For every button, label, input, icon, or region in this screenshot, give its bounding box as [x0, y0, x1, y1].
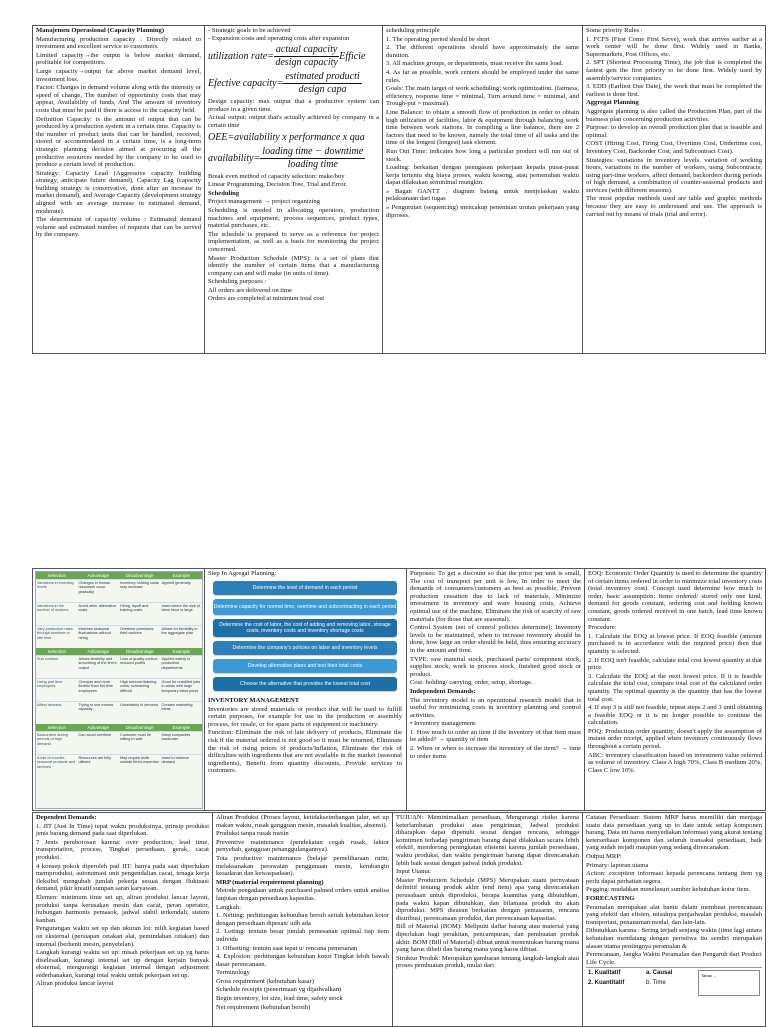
effective-capacity-equation: Efective capacity= $\frac{\text{estimated producti}}{\text{design capa}}$: [208, 71, 360, 96]
page1-col1-p3: Large capacity→output far above market demand level, investment loss.: [36, 67, 201, 83]
page3-col2-p12: Gross requirement (kebutuhan kasar): [216, 977, 314, 985]
page1-col2-b8: All orders are delivered on time: [208, 286, 293, 294]
page1-col1-p1: Manufacturing production capacity : Directly related to investment and excellent service to customers.: [36, 35, 201, 51]
strategy-table-header: Selection Advantage Disadvantage Example: [36, 724, 202, 731]
page3-table: [32, 812, 766, 1027]
page3-col3-p0: TUJUAN: Meminimalkan persediaan, Mengurangi risiko karena keterlambatan produksi atau pengiriman, Jadwal produksi diharapkan dapat dipenuhi sesuai dengan rencana, sehingga komitmen terhadap pengiriman barang dapat dilakukan secara lebih efektif, mendorong peningkatan efisiensi karena jumlah persediaan, waktu produksi, dan waktu pengiriman barang dapat direncanakan lebih baik sesuai dengan jadwal induk produksi.: [396, 814, 579, 867]
table-row: Variations in the number of workers Avoid other alternative costs Hiring, layoff and training costs Used where the size of labor force is large: [36, 602, 202, 625]
page3-col2: [213, 813, 393, 1027]
step-1: Determine the level of demand in each period: [213, 581, 397, 595]
page2-col2: [205, 569, 407, 811]
page3-col1-p0: Dependent Demands:: [36, 814, 97, 821]
page1-col3-p5: Goals: The main target of work scheduling: work optimization. (fairness, efficiency, response time = minimal, Turn around time = minimal, and Trough-put = maximal).: [386, 85, 579, 108]
lifecycle-label-4: b. Time: [646, 980, 666, 987]
page1-col2: [205, 26, 383, 354]
page1-col1-p6: Strategy: Capacity Lead (Aggressive capacity building strategy, anticipate future demand), Capacity Lag (capacity building strategy is conservative, done after an increase in market demand), and Average Capacity (development strategy aligned with an average increase in estimated demand, moderate).: [36, 169, 201, 215]
table-row: Vary production rates through overtime or idle time Matches seasonal fluctuations without hiring Overtime premiums; tired workers Allows for flexibility in the aggregate plan: [36, 625, 202, 648]
page3-col4-p2: Primary: laporan utama: [586, 861, 649, 869]
page2-col3-p4: Independent Demands:: [410, 687, 476, 695]
page3-col1-p6: Langkah kurangi waktu set up: misah pekerjaan set up yg harus diselesaikan, kurangi internal set up dengan kerjain banyak eksternal, mengurangi kegiatan internal dengan adjustment sederhanakan, kurangi total waktu untuk pekerjaan set up.: [36, 949, 209, 979]
page1-col4-p7: COST (Hiring Cost, Firing Cost, Overtime Cost, Undertime cost, Inventory Cost, Backorder Cost, and Subcontract Cost).: [586, 140, 762, 155]
step-3: Determine the cost of labor, the cost of adding and removing labor, storage costs, inventory costs and inventory shortage costs: [213, 619, 397, 637]
table-row: Sub contract Allows flexibility and smoothing of the firm's output Loss of quality control; reduced profits Applied mainly in production departments: [36, 655, 202, 678]
strategy-table-header: Selection Advantage Disadvantage Example: [36, 648, 202, 655]
step-2: Determine capacity for normal time, overtime and subcontracting in each period: [213, 599, 397, 615]
page2-col3-p7: 1. How much to order an item if the inventory of that item must be added? → quantity of item: [410, 728, 581, 744]
availability-equation: availability= $\frac{\text{loading time − downtime}}{\text{loading time}}$: [208, 145, 364, 170]
lifecycle-label-2: 2. Kuantitatif: [588, 980, 625, 987]
page2-col1: [33, 569, 205, 811]
inventory-management-title: INVENTORY MANAGEMENT: [208, 697, 300, 704]
page3-col3-p1: Input Utama:: [396, 868, 431, 876]
page2-col3-p6: • Inventory management:: [410, 720, 477, 728]
step-4: Determine the company's policies on labor and inventory levels: [213, 641, 397, 655]
page1-col3-p2: 2. The different operations should have approximately the same duration.: [386, 44, 579, 59]
table-row: Affect demand Trying to use excess capacity Uncertainty in demand Creates marketing ideas: [36, 701, 202, 724]
page2-col3: [407, 569, 585, 811]
page3-col2-p7: 1. Netting: perhitungan kebutuhan bersih setiah kebutuhan kotor dengan persediaan dipesan/ udh ada: [216, 912, 389, 927]
page1-table: [32, 25, 766, 354]
lifecycle-label-5: Tahap ...: [701, 973, 717, 979]
page3-col2-p14: Begin inventory, lot size, lead time, safety stock: [216, 995, 343, 1003]
step-6: Choose the alternative that provides the lowest total cost: [213, 677, 397, 691]
page3-col4-p7: Dibutuhkan karena : Sering terjadi senjang waktu (time lag) antara kebutuhan mendatang dengan peristiwa itu sendiri merupakan alasan utama pentingnya peramalan &: [586, 927, 762, 950]
page1-col3-p7: Run Out Time: indicates how long a particular product will run out of stock.: [386, 147, 579, 163]
table-row: Backorders during periods of high demand Can avoid overtime Customer must be willing to wait Many companies backorder: [36, 731, 202, 754]
oee-equation: OEE=availability x performance x qua: [208, 131, 365, 143]
page3-col4: [583, 813, 766, 1027]
page1-col2-b0: Break even method of capacity selection: make/buy: [208, 172, 345, 180]
page2-col4-p7: ABC: inventory classification based on investment value referred as volume of inventory. Class A high 70%, Class B medium 20%, Class C low 10%.: [588, 751, 762, 774]
page2-col4-p2: 1. Calculate the EOQ at lowest price. If EOQ feasible (amount purchased is in accordance with the required price) then that quantity is selected.: [588, 632, 762, 655]
page1-col4-p1: 1. FCFS (First Come First Serve), work that arrives earlier at a work center will be done first. Widely used in Banks, Supermarkets, Post Offices, etc.: [586, 35, 762, 58]
page3-col2-p15: Net requirement (kebutuhan bersih): [216, 1003, 311, 1011]
page2-col3-p2: TYPE: raw material stock, purchased parts/ component stock, supplies stock, work in process stock, finished good stock or product.: [410, 655, 581, 678]
page3-col2-p10: 4. Explosion: perhitungan kebutuhan kotor Tingkat lebih bawah dasar perencanaan.: [216, 953, 389, 968]
page3-col2-p9: 3. Offsetting: tentuin saat tepat u/ rencana pemesanan: [216, 944, 358, 952]
page3-col4-p0: Catatan Persediaan: Sistem MRP harus memiliki dan menjaga suatu data persediaan yang up to date untuk setiap komponen barang. Data ini harus menyediakan informasi yang akurat tentang ketersediaan komponen dan seluruh transaksi persediaan, baik yang sudah terjadi maupun yang sedang direncanakan.: [586, 814, 762, 852]
table-row: A mix of counter-seasonal products and services Resources are fully utilized May require skills outside firm's expertise Used to balance demand: [36, 754, 202, 777]
lifecycle-label-3: a. Causal: [646, 970, 673, 977]
inventory-function: Function: Eliminate the risk of late delivery of products, Eliminate the risk if the material ordered is not good so it must be returned, Eliminate the risk of rising prices of products/Inflation, Eliminate the risk of difficulties with ingredients that are not available in the market (seasonal ingredients), Benefit from quantity discounts, Provide services to customers.: [208, 729, 402, 775]
page3-col4-p5: FORECASTING: [586, 894, 635, 902]
page3-col1-p3: 4 konsep pokok diperoleh pad JIT: hanya pada saat diperlukan memproduksi, autonomasi unit pengendalian cacat, tenaga kerja fleksibel mengubah jumlah pekerja sesuai dengan fluktuasi demand, pikir kreatif sumpan saran karyawan.: [36, 862, 209, 893]
page1-col4-p0: Some priority Rules :: [586, 27, 643, 34]
page3-col2-p0: Aliran Produksi (Proses layout, ketidakseimbangan jalur, set up makan waktu, rusak gangguan mesin, masalah kualitas, absensi).: [216, 814, 389, 829]
steps-title: Step In Agregat Planning:: [208, 570, 277, 577]
page2-col3-p1: Control System (set of control policies determine): Inventory levels to be maintained, when to increase inventory should be done, how large an order should be held, thus ensuring accuracy in the amount and time.: [410, 624, 581, 654]
page2-col3-p8: 2. When or when to increase the inventory of the item? → time to order items: [410, 745, 581, 760]
page1-col4-p2: 2. SPT (Shortest Processing Time), the job that is completed the fastest gets the first priority to be done first. Widely used by assembly/service companies.: [586, 59, 762, 82]
page2-col4-p5: 4. If step 3 is still not feasible, repeat steps 2 and 3 until obtaining a feasible EOQ or it is no longer possible to continue the calculation.: [588, 704, 762, 727]
lifecycle-mini-table: [698, 970, 760, 996]
page3-col3: [393, 813, 583, 1027]
page2-col4-p3: 2. If EOQ isn't feasible, calculate total cost lowest quantity at that price.: [588, 656, 762, 672]
page3-col2-p2: Preventive maintenance (pendekatan cegah rusak, faktor penyebab, gangguan penanggulangannya).: [216, 838, 389, 854]
page2-col3-p0: Purposes: To get a discount so that the price per unit is small, The cost of transport per unit is low, In order to meet the demands of consumers/customers as best as possible, Prevent production cessation due to lack of materials, Minimize investment in inventory and ware housing costs, Achieve optimal use of the machine, Eliminate the risk of scarcity of raw materials (for those that are seasonal).: [410, 570, 581, 623]
page1-col3-p8: Loading: berkaitan dengan penugasan pekerjaan kepada pusat-pusat kerja tertentu shg biaya proses, waktu kosong, atau pemenuhan waktu dapat dilakukan seminimal mungkin.: [386, 164, 579, 187]
page3-col2-p13: Schedule receipts (penerimaan yg dijadwalkan): [216, 986, 342, 994]
page3-col1-p2: 7 Jenis pemborosan karena: over production, lead time, transportation, process, Tingkat persediaan, gerak, cacat produksi.: [36, 838, 209, 861]
strategy-table: [35, 571, 203, 809]
page1-col3-p0: scheduling principle: [386, 27, 440, 34]
page3-col2-p1: Produksi tanpa rusak mesin: [216, 830, 289, 838]
page1-col2-b3: Project management → project organizing: [208, 198, 320, 206]
page1-col4-p5: Aggregate planning is also called the Production Plan, part of the business plan concerning production activities.: [586, 107, 762, 123]
utilization-equation: utilization rate= $\frac{\text{actual capacity}}{\text{design capacity}}$ Efficie: [208, 44, 366, 69]
page1-col3-p6: Line Balance: to obtain a smooth flow of production in order to obtain high utilization of facilities, labor & equipment through balancing work time between work stations. In compiling a line balance, there are 2 factors that need to be known, namely the total time of all tasks and the time of the longest (longest) task element.: [386, 108, 579, 147]
table-row: Variations in inventory levels Changes in human resources occur gradually Inventory holding costs may increase Applied generally: [36, 579, 202, 602]
page3-col3-p3: Bill of Material (BOM): Melipuiti daftar barang atau material yang diperlukan bagi perakitan, pencampuran, dan pembuatan produk akhir. BOM (Bill of Material) dibuat untuk menentukan barang mana yang harus dibeli dan barang mana yang harus dibuat.: [396, 923, 579, 954]
page1-col4-p9: The most popular methods used are table and graphic methods because they are easy to understand and use. The approach is carried out by means of trials (trial and error).: [586, 195, 762, 218]
page1-col4-p6: Purpose: to develop an overall production plan that is feasible and optimal.: [586, 124, 762, 139]
page1-col4-p3: 3. EDD (Earliest Due Date), the work that must be completed the earliest is done first.: [586, 83, 762, 98]
page2-col4-p1: Procedure:: [588, 624, 617, 632]
page2-col4-p6: POQ: Production order quantity, doesn't apply the assumption of instant order receipt, applied when inventory continuously flows throughout a certain period.: [588, 727, 762, 751]
page3-col2-p3: Tota productive maintenance (belajar pemeliharaan rutin, melaksanakan perawatan penggunaan mesin, kembangin kesadaran dan kewaspadaan).: [216, 854, 389, 878]
page1-col3: [383, 26, 583, 354]
inventory-definition: Inventories are stored materials or product that will be used to fulfill certain purposes, for example for use in the production or assembly process, for resale, or for spare parts of equipment or machinery.: [208, 705, 402, 728]
page1-col1: [33, 26, 205, 354]
page2-col4-p0: EOQ: Economic Order Quantity is used to determine the quantity of certain items ordered in order to minimize total inventory costs (total inventory cost). Concept used determine how much to order, basic assumption: items ordered/ stored only one kind, demand for goods constant, ordering cost and holding known constant, goods ordered received in one batch, lead time known constant.: [588, 570, 762, 623]
page1-col4-p8: Strategies: variations in inventory levels. variation of working hours, variations in the number of workers, using Subcontracts, using part-time workers, affect demand, backorders during periods of high demand, a combination of counter-seasonal products and services (with different seasons).: [586, 156, 762, 194]
page1-col4-p4: Aggregat Planning: [586, 99, 639, 107]
lifecycle-label-1: 1. Kualitatif: [588, 970, 621, 977]
page3-col4-p3: Action: exception informasi kepada perencana tentang item yg perlu dapat perhatian segera.: [586, 870, 762, 885]
page1-col2-top: - Strategic goals to be achieved - Expansion costs and operating costs after expansion: [208, 27, 350, 42]
page3-col3-p2: Master Production Schedule (MPS) Merupakan suatu pernyataan definitif tentang produk akhir (end item) apa yang direncanakan perusahaan untuk diproduksi, berapa kuantitas yang dibutuhkan, pada waktu kapan dibutuhkan, dan bilamana produk itu akan diproduksi. MPS disusun berkaitan dengan pemasaran, rencana distribusi, perencanaan produksi, dan perencanaan kapasitas.: [396, 876, 579, 922]
page3-col4-p8: Perencanaan, Jangka Waktu Peramalan dan Pengaruh dari Product Life Cycle.: [586, 951, 762, 966]
page1-col1-p7: The determinant of capacity volume : Estimated demand volume and estimated number of requests that can be served by the company.: [36, 216, 201, 239]
page2-col3-p3: Cost: holding/ carrying, order, setup, shortage.: [410, 679, 533, 687]
page1-col1-p4: Factor: Changes in demand volume along with the intensity or speed of change, The number of opportunity costs that may appear, Availability of funds, And The amount of inventory costs that must be paid if there is access to the capacity held.: [36, 84, 201, 114]
page1-col1-title: Manajemen Operasional (Capacity Planning): [36, 27, 165, 34]
page3-col2-p8: 2. Lotting: tentuin besar jumlah pemesanan optimal tiap item individu: [216, 928, 389, 943]
page3-col1-p5: Pengurangan waktu set up dan ukuran lot: mlih kegiatan based on eksternal (persiapan cetakan alat, pemindahan cetakan) dan internal (berhenti mesin, penyetelan).: [36, 925, 209, 948]
page3-col2-p5: Metode pengadaan untuk purchased pahned orders untuk analisa lanjutan dengan persediaan kapasitas.: [216, 887, 389, 902]
page1-col2-b1: Linear Programming, Decision Tree, Trial and Error.: [208, 181, 347, 189]
page1-col2-b6: Master Production Schedule (MPS): is a set of plans that identify the number of certain items that a manufacturing company can and will make (in units of time).: [208, 254, 379, 277]
strategy-table-header: Selection Advantage Disadvantage Example: [36, 572, 202, 579]
page3-col2-p11: Terminology: [216, 969, 250, 977]
page1-col3-p9: » Bagan GANTT : diagram batang untuk menjelaskan waktu pelaksanaan dari tugas: [386, 187, 579, 203]
page3-col1: [33, 813, 213, 1027]
table-row: Using part time employees Cheaper and more flexible than full time employees High turnover/training costs; scheduling difficult Good for unskilled jobs in areas with large temporary labor pools: [36, 678, 202, 701]
page3-col1-p4: Elemen: minimum time set up, aliran produksi lancar layout, produksi tanpa kerusakan mesin dan cacat, peran operator, hubungan harmonis pemasok, jadwal stabil terkendali, sistem kanban.: [36, 893, 209, 924]
page2-col4: [585, 569, 766, 811]
forecast-method-diagram: [586, 967, 762, 998]
page1-col2-b9: Orders are completed at minimum total cost: [208, 295, 325, 303]
page3-col1-p1: 1. JIT (Just In Time) tepat waktu produksinya, prinsip produksi jenis barang demand pada saat diperlukan.: [36, 822, 209, 838]
page1-col3-p3: 3. All machine groups, or departments, must receive the same load.: [386, 60, 564, 68]
page3-col4-p6: Peramalan merupakan alat bantu dalam membuat perencanaan yang efektif dan efisien, misalnya penjadwalan produksi, masalah transportasi, penanaman modal, dan lain-lain.: [586, 903, 762, 926]
page1-col3-p1: 1. The operating period should be short: [386, 35, 490, 43]
page2-col3-p5: The inventory model is an operational research model that is useful for minimizing costs in inventory planning and control activities.: [410, 696, 581, 719]
page3-col4-p1: Output MRP:: [586, 852, 622, 860]
page1-col3-p4: 4. As far as possible, work centers should be employed under the same rules.: [386, 68, 579, 84]
page1-col2-b4: Scheduling is needed in allocating operators, production machines and equipment, process sequences, product types, material purchases, etc.: [208, 206, 379, 230]
page1-col1-p5: Definition Capacity: is the amount of output that can be produced by a production system in a certain time. Capacity is the number of product units that can be handled, received, stored or accommodated in a certain time, is a long-term strategic planning decision aimed at procuring all the productive resources needed by the company to be used to produce a certain level of production.: [36, 115, 201, 169]
page3-col4-p4: Pegging: mudahkan menelusuri sumber kebutuhan kotor item.: [586, 886, 751, 894]
page1-col1-p2: Limited capacity→the output is below market demand, profitable for competitors.: [36, 51, 201, 67]
page1-col2-b7: Scheduling purposes :: [208, 278, 267, 286]
page1-col2-b2: Scheduling: [208, 189, 240, 197]
page1-col4: [583, 26, 766, 354]
page2-col4-p4: 3. Calculate the EOQ at the next lowest price. If it is feasible calculate the total cost, compare total cost of the calculated order quantity. The optimal quantity is the quantity that has the lowest total cost.: [588, 672, 762, 703]
page3-col2-p4: MRP (material requirement planning): [216, 878, 324, 886]
page1-col2-mid2: Actual output: output that's actually achieved by company in a certain time: [208, 114, 379, 129]
page1-col2-b5: The schedule is prepared to serve as a reference for project implementation, as well as a basis for monitoring the project concerned.: [208, 230, 379, 253]
page1-col2-mid1: Design capacity: max output that a productive system can produce in a given time.: [208, 98, 379, 113]
step-5: Develop alternative plans and test their total costs: [213, 659, 397, 673]
page3-col2-p6: Langkah:: [216, 903, 241, 911]
page3-col1-p7: Aliran produksi lancar layout: [36, 980, 114, 988]
page1-col3-p10: » Pengurutan (sequencing) mencakup penentuan urutan pekerjaan yang diproses.: [386, 204, 579, 219]
page2-table: [32, 568, 766, 811]
page3-col3-p4: Struktur Produk: Merupakan gambaran tentang langkah-langkah atau proses pembuatan produk, mulai dari: [396, 954, 579, 970]
